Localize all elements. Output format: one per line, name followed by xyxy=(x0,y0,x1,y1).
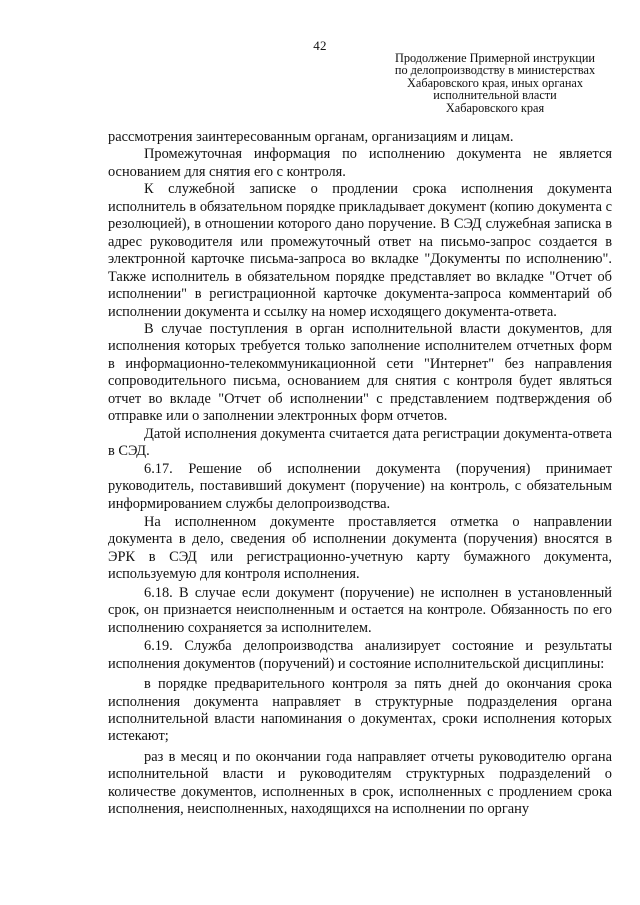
paragraph-6-18: 6.18. В случае если документ (поручение) не исполнен в установленный срок, он признается неисполненным и остается на контроле. Обязанность по его исполнению сохраняется за исполнителем. xyxy=(108,584,612,636)
running-header-line: Продолжение Примерной инструкции xyxy=(394,51,596,65)
running-header-line: по делопроизводству в министерствах xyxy=(394,63,596,78)
paragraph-executed-mark: На исполненном документе проставляется отметка о направлении документа в дело, сведения об исполнении документа (поручения) вносятся в ЭРК в СЭД или регистрационно-учетную карту бумажного документа, используемую для контроля исполнения. xyxy=(108,513,612,583)
paragraph-6-19: 6.19. Служба делопроизводства анализирует состояние и результаты исполнения документов (поручений) и состояние исполнительской дисциплины: xyxy=(108,638,612,672)
running-header-line: исполнительной власти xyxy=(433,88,557,103)
running-header xyxy=(380,52,610,114)
document-body xyxy=(108,129,612,819)
running-header-line: Хабаровского края, иных органах xyxy=(406,75,584,90)
paragraph-6-17: 6.17. Решение об исполнении документа (поручения) принимает руководитель, поставивший документ (поручение) на контроль, с обязательным информированием службы делопроизводства. xyxy=(108,460,612,512)
paragraph-interim-info: Промежуточная информация по исполнению документа не является основанием для снятия его с контроля. xyxy=(108,146,612,180)
paragraph-monthly-reports: раз в месяц и по окончании года направляет отчеты руководителю органа исполнительной власти и руководителям структурных подразделений о количестве документов, исполненных в срок, исполненных с продлением срока исполнения, неисполненных, находящихся на исполнении по органу xyxy=(108,748,612,818)
paragraph-continuation: рассмотрения заинтересованным органам, организациям и лицам. xyxy=(108,129,514,145)
page-number: 42 xyxy=(313,38,327,53)
paragraph-extension-memo: К служебной записке о продлении срока исполнения документа исполнитель в обязательном порядке прикладывает документ (копию документа с резолюцией), в отношении которого дано поручение. В СЭД служебная записка в адрес руководителя или промежуточный ответ на письмо-запрос создается в электронной карточке письма-запроса во вкладке "Документы по исполнению". Также исполнитель в обязательном порядке представляет во вкладке "Отчет об исполнении" в регистрационной карточке документа-запроса комментарий об исполнении документа и ссылку на номер исходящего документа-ответа. xyxy=(108,181,612,320)
paragraph-online-forms: В случае поступления в орган исполнительной власти документов, для исполнения которых требуется только заполнение исполнителем отчетных форм в информационно-телекоммуникационной сети "Интернет" без направления сопроводительного письма, основанием для снятия с контроля будет являться отчет во вкладе "Отчет об исполнении" с представлением подтверждения об отправке или о заполнении электронных форм отчетов. xyxy=(108,320,612,425)
paragraph-preliminary-control: в порядке предварительного контроля за пять дней до окончания срока исполнения документа направляет в структурные подразделения органа исполнительной власти напоминания о документах, сроки исполнения которых истекают; xyxy=(108,676,612,745)
paragraph-execution-date: Датой исполнения документа считается дата регистрации документа-ответа в СЭД. xyxy=(108,425,612,460)
running-header-line: Хабаровского края xyxy=(445,100,545,115)
